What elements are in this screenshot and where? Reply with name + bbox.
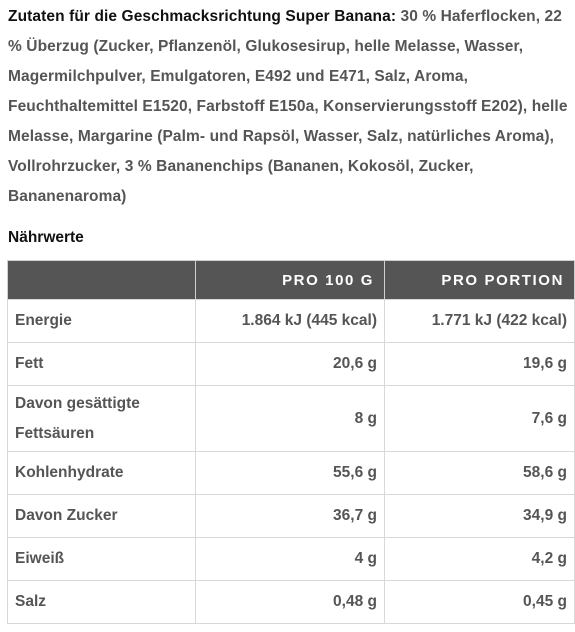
header-cell-per-portion: PRO PORTION: [385, 261, 575, 300]
table-row: [8, 495, 575, 538]
ingredients-lead: Zutaten für die Geschmacksrichtung Super Banana:: [8, 8, 397, 25]
nutrition-table: [7, 260, 575, 624]
nutrition-heading: Nährwerte: [8, 229, 84, 246]
nutrient-label: Davon gesättigte Fettsäuren: [8, 386, 196, 452]
ingredients-text: 30 % Haferflocken, 22 % Überzug (Zucker, Pflanzenöl, Glukosesirup, helle Melasse, Wasser, Magermilchpulver, Emulgatoren, E492 und E471, Salz, Aroma, Feuchthaltemittel E1520, Farbstoff E150a, Konservierungsstoff E202), helle Melasse, Margarine (Palm- und Rapsöl, Wasser, Salz, natürliches Aroma), Vollrohrzucker, 3 % Bananenchips (Bananen, Kokosöl, Zucker, Bananenaroma): [8, 8, 568, 205]
value-per-portion: 4,2 g: [385, 538, 575, 581]
value-per-portion: 19,6 g: [385, 343, 575, 386]
value-per-100g: 1.864 kJ (445 kcal): [196, 300, 385, 343]
table-row: [8, 538, 575, 581]
nutrient-label: Kohlenhydrate: [8, 452, 196, 495]
header-cell-per-100g: PRO 100 G: [196, 261, 385, 300]
nutrient-label: Eiweiß: [8, 538, 196, 581]
value-per-100g: 20,6 g: [196, 343, 385, 386]
table-row: [8, 386, 575, 452]
nutrient-label: Salz: [8, 581, 196, 624]
value-per-portion: 7,6 g: [385, 386, 575, 452]
value-per-100g: 4 g: [196, 538, 385, 581]
header-cell-blank: [8, 261, 196, 300]
value-per-portion: 1.771 kJ (422 kcal): [385, 300, 575, 343]
nutrition-header-row: [8, 261, 575, 300]
value-per-portion: 58,6 g: [385, 452, 575, 495]
nutrient-label: Fett: [8, 343, 196, 386]
table-row: [8, 300, 575, 343]
table-row: [8, 343, 575, 386]
nutrient-label: Energie: [8, 300, 196, 343]
value-per-100g: 55,6 g: [196, 452, 385, 495]
nutrient-label: Davon Zucker: [8, 495, 196, 538]
ingredients-paragraph: [8, 2, 568, 212]
table-row: [8, 581, 575, 624]
table-row: [8, 452, 575, 495]
value-per-100g: 8 g: [196, 386, 385, 452]
value-per-portion: 34,9 g: [385, 495, 575, 538]
value-per-100g: 36,7 g: [196, 495, 385, 538]
value-per-100g: 0,48 g: [196, 581, 385, 624]
value-per-portion: 0,45 g: [385, 581, 575, 624]
